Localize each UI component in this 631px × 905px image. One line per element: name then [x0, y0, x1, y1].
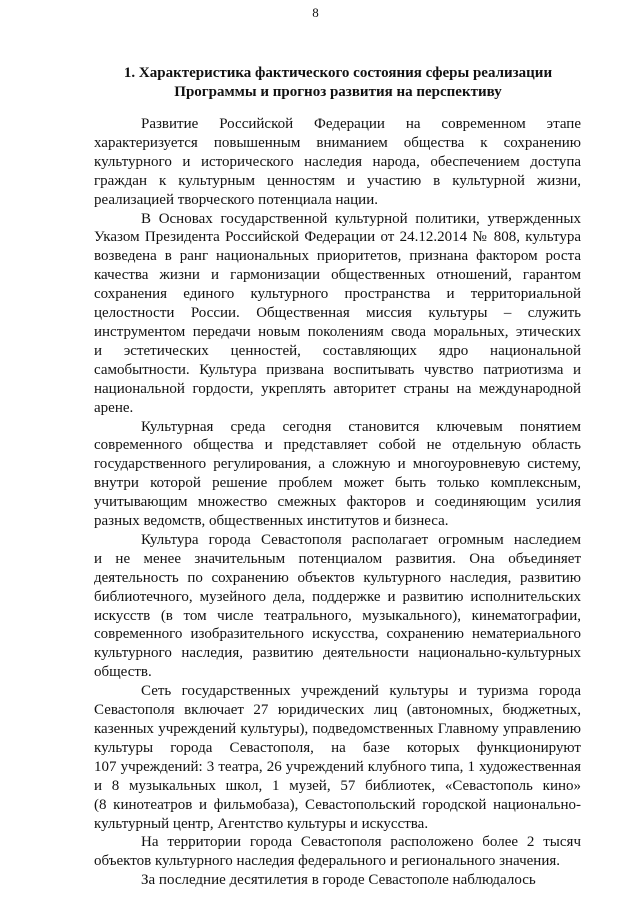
text-line: В Основах государственной культурной политики, утвержденных — [141, 210, 581, 227]
text-line: реализацией творческого потенциала нации. — [94, 191, 378, 208]
text-line: объектов культурного наследия федерального и регионального значения. — [94, 853, 561, 870]
text-line: 107 учреждений: 3 театра, 26 учреждений клубного типа, 1 художественная — [94, 758, 581, 775]
text-line: Севастополя включает 27 юридических лиц (автономных, бюджетных, — [94, 702, 581, 719]
text-line: самобытности. Культура призвана воспитывать чувство патриотизма и — [94, 361, 581, 378]
text-line: современного изобразительного искусства, сохранению нематериального — [94, 626, 581, 643]
paragraph — [94, 871, 581, 890]
page-number: 8 — [312, 5, 319, 20]
text-line: граждан к культурным ценностям и участию в культурной жизни, — [94, 172, 581, 189]
paragraph — [94, 833, 581, 871]
text-line: культурного и исторического наследия народа, обеспечением доступа — [94, 153, 581, 170]
text-line: инструментом передачи новым поколениям свода моральных, этических — [94, 323, 581, 340]
text-line: За последние десятилетия в городе Севастополе наблюдалось — [141, 872, 536, 889]
text-line: государственного регулирования, а сложную и многоуровневую систему, — [94, 456, 581, 473]
section-heading-line: Программы и прогноз развития на перспективу — [174, 84, 502, 100]
paragraph — [94, 531, 581, 682]
text-line: Указом Президента Российской Федерации от 24.12.2014 № 808, культура — [94, 229, 581, 246]
section-heading-line: 1. Характеристика фактического состояния сферы реализации — [123, 65, 553, 81]
text-line: культурного наследия, развитию деятельности национально-культурных — [94, 645, 581, 662]
paragraph — [94, 682, 581, 833]
paragraph — [94, 210, 581, 418]
paragraph — [94, 418, 581, 531]
text-line: и 8 музыкальных школ, 1 музей, 57 библиотек, «Севастополь кино» — [94, 777, 581, 794]
text-line: (8 кинотеатров и фильмобаза), Севастопольский городской национально- — [94, 796, 581, 813]
text-line: характеризуется повышенным вниманием общества к сохранению — [94, 134, 581, 151]
text-line: деятельность по сохранению объектов культурного наследия, развитию — [94, 569, 581, 586]
text-line: сохранения единого культурного пространства и территориальной — [94, 286, 581, 303]
text-line: Культура города Севастополя располагает огромным наследием — [141, 531, 581, 548]
text-line: качества жизни и гармонизации общественных отношений, гарантом — [94, 267, 581, 284]
text-line: культуры города Севастополя, на базе которых функционируют — [94, 739, 581, 756]
text-line: разных ведомств, общественных институтов и бизнеса. — [94, 513, 449, 530]
text-line: казенных учреждений культуры), подведомственных Главному управлению — [94, 721, 581, 737]
text-line: современного общества и представляет собой не отдельную область — [94, 437, 581, 454]
body-text — [94, 115, 581, 890]
text-line: искусств (в том числе театрального, музыкального), кинематографии, — [94, 607, 581, 624]
text-line: национальной гордости, укреплять авторитет страны на международной — [94, 380, 581, 397]
text-line: учитывающим множество смежных факторов и соединяющим усилия — [94, 494, 581, 511]
text-line: и эстетических ценностей, составляющих ядро национальной — [94, 342, 581, 359]
text-line: целостности России. Общественная миссия культуры – служить — [94, 305, 581, 322]
text-line: обществ. — [94, 664, 152, 681]
paragraph — [94, 115, 581, 210]
text-line: Развитие Российской Федерации на современном этапе — [141, 116, 581, 132]
text-line: библиотечного, музейного дела, поддержке и развитию исполнительских — [94, 588, 581, 605]
text-line: внутри которой решение проблем может быть только комплексным, — [94, 475, 581, 492]
text-line: Сеть государственных учреждений культуры и туризма города — [141, 683, 581, 700]
text-line: На территории города Севастополя расположено более 2 тысяч — [141, 834, 581, 851]
text-line: возведена в ранг национальных приоритетов, признана фактором роста — [94, 248, 581, 265]
section-heading — [96, 64, 580, 102]
text-line: Культурная среда сегодня становится ключевым понятием — [141, 418, 581, 435]
text-line: и не менее значительным потенциалом развития. Она объединяет — [94, 550, 581, 567]
text-line: арене. — [94, 399, 134, 416]
text-line: культурный центр, Агентство культуры и искусства. — [94, 815, 429, 832]
